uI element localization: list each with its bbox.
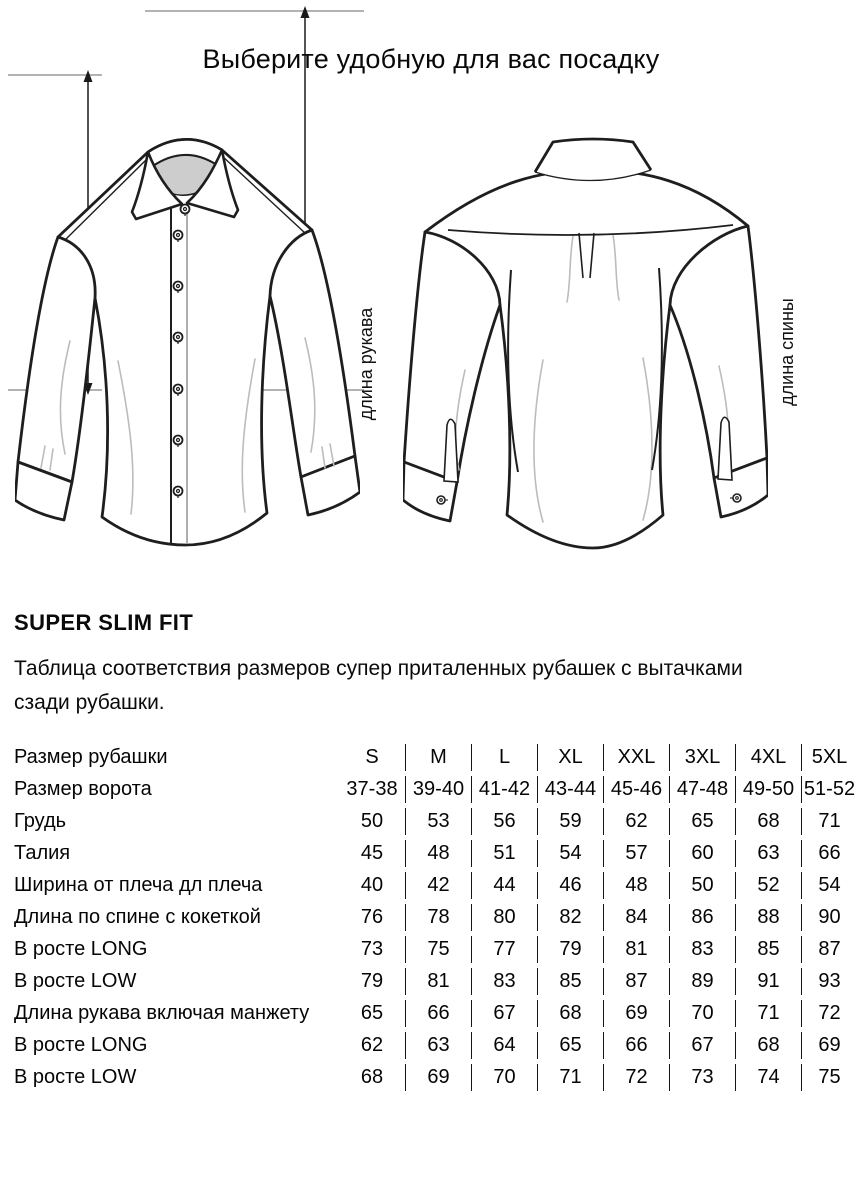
size-cell: 50 bbox=[360, 810, 384, 832]
size-cell: 85 bbox=[735, 936, 801, 963]
size-cell: 71 bbox=[801, 808, 857, 835]
size-cell: 70 bbox=[669, 1000, 735, 1027]
table-row bbox=[14, 776, 857, 803]
size-cell: 79 bbox=[360, 970, 384, 992]
size-cell: 64 bbox=[471, 1032, 537, 1059]
size-cell: 45 bbox=[360, 842, 384, 864]
size-cell: 76 bbox=[360, 906, 384, 928]
size-cell: 59 bbox=[537, 808, 603, 835]
size-cell: 66 bbox=[801, 840, 857, 867]
size-cell: 67 bbox=[471, 1000, 537, 1027]
size-cell: 48 bbox=[603, 872, 669, 899]
size-column-header: 3XL bbox=[669, 744, 735, 771]
size-cell: 50 bbox=[669, 872, 735, 899]
size-column-header: XL bbox=[537, 744, 603, 771]
size-cell: 93 bbox=[801, 968, 857, 995]
size-cell: 71 bbox=[537, 1064, 603, 1091]
size-cell: 86 bbox=[669, 904, 735, 931]
size-cell: 83 bbox=[471, 968, 537, 995]
table-row bbox=[14, 904, 857, 931]
size-cell: 51-52 bbox=[801, 776, 857, 803]
size-cell: 68 bbox=[360, 1066, 384, 1088]
row-label: Длина по спине с кокеткой bbox=[14, 906, 261, 928]
size-cell: 49-50 bbox=[735, 776, 801, 803]
size-cell: 80 bbox=[471, 904, 537, 931]
size-cell: 81 bbox=[603, 936, 669, 963]
shirt-back-drawing bbox=[403, 130, 768, 572]
size-cell: 60 bbox=[669, 840, 735, 867]
size-column-header: M bbox=[405, 744, 471, 771]
row-label: В росте LOW bbox=[14, 1066, 137, 1088]
table-row bbox=[14, 1032, 857, 1059]
size-cell: 79 bbox=[537, 936, 603, 963]
size-cell: 54 bbox=[801, 872, 857, 899]
size-cell: 68 bbox=[735, 1032, 801, 1059]
size-cell: 66 bbox=[405, 1000, 471, 1027]
size-cell: 51 bbox=[471, 840, 537, 867]
size-cell: 68 bbox=[537, 1000, 603, 1027]
size-cell: 89 bbox=[669, 968, 735, 995]
size-column-header: 4XL bbox=[735, 744, 801, 771]
size-cell: 84 bbox=[603, 904, 669, 931]
size-cell: 63 bbox=[735, 840, 801, 867]
size-cell: 82 bbox=[537, 904, 603, 931]
size-cell: 46 bbox=[537, 872, 603, 899]
section-description-line: Таблица соответствия размеров супер приталенных рубашек с вытачками bbox=[14, 657, 743, 680]
size-cell: 69 bbox=[405, 1064, 471, 1091]
size-cell: 78 bbox=[405, 904, 471, 931]
section-description-line: сзади рубашки. bbox=[14, 691, 165, 714]
size-cell: 70 bbox=[471, 1064, 537, 1091]
size-cell: 65 bbox=[537, 1032, 603, 1059]
row-label: Размер рубашки bbox=[14, 746, 168, 768]
size-cell: 57 bbox=[603, 840, 669, 867]
size-cell: 67 bbox=[669, 1032, 735, 1059]
row-label: Размер ворота bbox=[14, 778, 152, 800]
row-label: В росте LONG bbox=[14, 938, 148, 960]
size-cell: 62 bbox=[360, 1034, 384, 1056]
table-row bbox=[14, 936, 857, 963]
size-cell: 74 bbox=[735, 1064, 801, 1091]
size-column-header: S bbox=[365, 746, 379, 768]
size-column-header: XXL bbox=[603, 744, 669, 771]
section-description bbox=[14, 652, 834, 720]
size-cell: 77 bbox=[471, 936, 537, 963]
size-cell: 68 bbox=[735, 808, 801, 835]
table-row bbox=[14, 968, 857, 995]
size-cell: 81 bbox=[405, 968, 471, 995]
table-row bbox=[14, 1000, 857, 1027]
size-cell: 75 bbox=[801, 1064, 857, 1091]
size-cell: 47-48 bbox=[669, 776, 735, 803]
size-cell: 43-44 bbox=[537, 776, 603, 803]
size-cell: 83 bbox=[669, 936, 735, 963]
size-cell: 37-38 bbox=[346, 778, 398, 800]
size-cell: 56 bbox=[471, 808, 537, 835]
size-cell: 72 bbox=[801, 1000, 857, 1027]
size-cell: 90 bbox=[801, 904, 857, 931]
table-header-row bbox=[14, 744, 857, 771]
section-heading: SUPER SLIM FIT bbox=[14, 610, 194, 635]
size-cell: 87 bbox=[603, 968, 669, 995]
row-label: Длина рукава включая манжету bbox=[14, 1002, 310, 1024]
size-cell: 69 bbox=[603, 1000, 669, 1027]
size-cell: 65 bbox=[360, 1002, 384, 1024]
table-row bbox=[14, 872, 857, 899]
shirt-front-drawing bbox=[15, 116, 360, 568]
size-cell: 88 bbox=[735, 904, 801, 931]
size-cell: 73 bbox=[669, 1064, 735, 1091]
size-cell: 73 bbox=[360, 938, 384, 960]
size-table-body bbox=[14, 744, 857, 1091]
size-table bbox=[14, 739, 857, 1096]
row-label: В росте LONG bbox=[14, 1034, 148, 1056]
size-cell: 40 bbox=[360, 874, 384, 896]
size-cell: 71 bbox=[735, 1000, 801, 1027]
size-cell: 75 bbox=[405, 936, 471, 963]
size-cell: 44 bbox=[471, 872, 537, 899]
row-label: Грудь bbox=[14, 810, 67, 832]
row-label: Талия bbox=[14, 842, 71, 864]
size-cell: 85 bbox=[537, 968, 603, 995]
size-cell: 66 bbox=[603, 1032, 669, 1059]
size-cell: 54 bbox=[537, 840, 603, 867]
size-cell: 41-42 bbox=[471, 776, 537, 803]
size-cell: 53 bbox=[405, 808, 471, 835]
size-cell: 52 bbox=[735, 872, 801, 899]
size-cell: 65 bbox=[669, 808, 735, 835]
size-cell: 69 bbox=[801, 1032, 857, 1059]
sleeve-length-label: длина рукава bbox=[356, 307, 376, 421]
size-column-header: L bbox=[471, 744, 537, 771]
page-title: Выберите удобную для вас посадку bbox=[202, 44, 660, 74]
back-length-label: длина спины bbox=[777, 298, 797, 406]
size-column-header: 5XL bbox=[801, 744, 857, 771]
row-label: Ширина от плеча дл плеча bbox=[14, 874, 263, 896]
size-cell: 91 bbox=[735, 968, 801, 995]
size-cell: 39-40 bbox=[405, 776, 471, 803]
table-row bbox=[14, 808, 857, 835]
size-cell: 63 bbox=[405, 1032, 471, 1059]
table-row bbox=[14, 1064, 857, 1091]
size-cell: 87 bbox=[801, 936, 857, 963]
size-cell: 45-46 bbox=[603, 776, 669, 803]
size-cell: 42 bbox=[405, 872, 471, 899]
table-row bbox=[14, 840, 857, 867]
size-cell: 72 bbox=[603, 1064, 669, 1091]
row-label: В росте LOW bbox=[14, 970, 137, 992]
size-cell: 48 bbox=[405, 840, 471, 867]
size-cell: 62 bbox=[603, 808, 669, 835]
